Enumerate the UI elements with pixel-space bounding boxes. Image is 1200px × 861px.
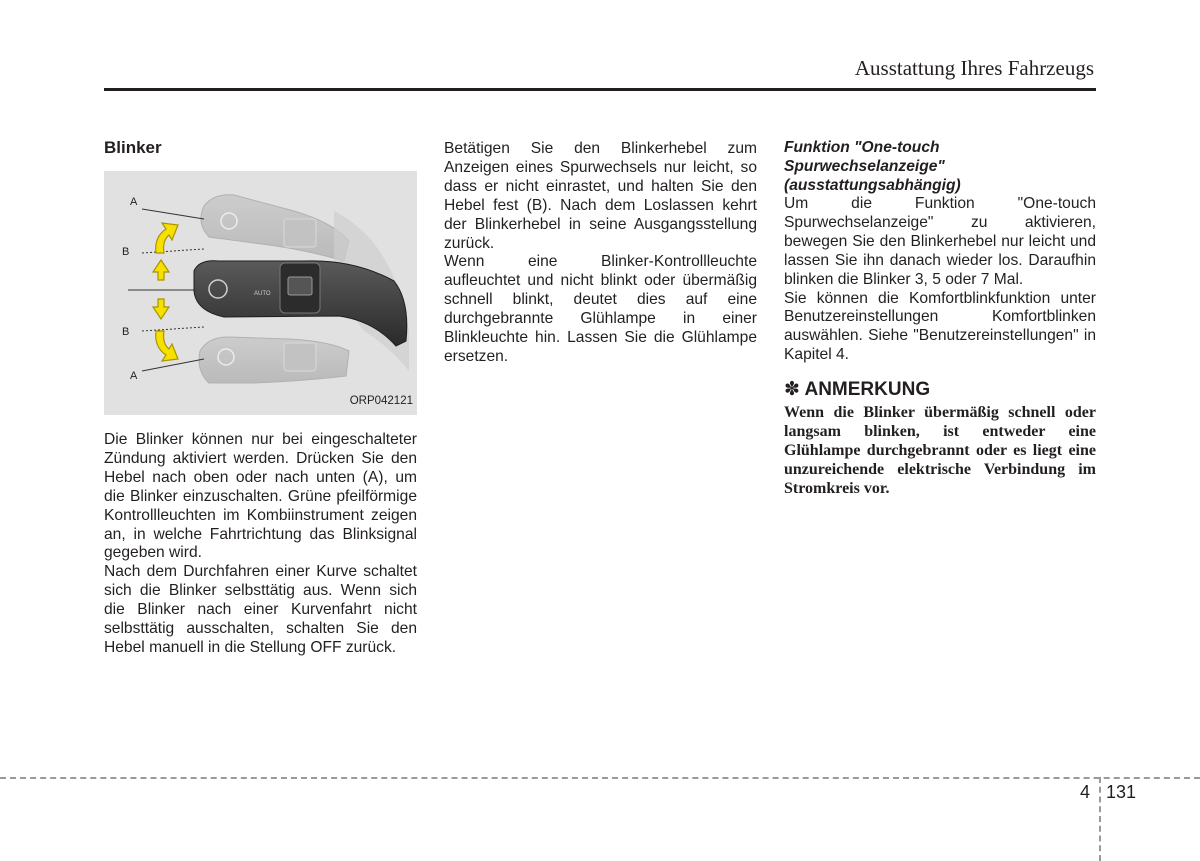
note-heading: ✽ ANMERKUNG <box>784 379 931 401</box>
label-a-top: A <box>130 196 138 208</box>
paragraph: Die Blinker können nur bei eingeschalteter Zündung aktiviert werden. Drücken Sie den Hebel nach oben oder nach unten (A), um die Blinker einzuschalten. Grüne pfeilförmige Kontrollleuchten im Kombiinstrument zeigen an, in welche Fahrtrichtung das Blinksignal gegeben wird. <box>104 431 417 562</box>
footer-dashed-rule <box>0 777 1200 779</box>
section-heading: Blinker <box>104 138 162 157</box>
lever-down-ghost <box>199 337 349 383</box>
label-b-top: B <box>122 246 130 258</box>
paragraph: Um die Funktion "One-touch Spurwechselanzeige" zu aktivieren, bewegen Sie den Blinkerhebel nur leicht und lassen Sie ihn danach wieder los. Daraufhin blinken die Blinker 3, 5 oder 7 Mal. <box>784 195 1096 288</box>
paragraph: Nach dem Durchfahren einer Kurve schaltet sich die Blinker selbsttätig aus. Wenn sich die Blinker nach einer Kurvenfahrt nicht selbsttätig ausschalten, schalten Sie den Hebel manuell in die Stellung OFF zurück. <box>104 563 417 656</box>
page-number: 131 <box>1106 782 1137 802</box>
note-body: Wenn die Blinker übermäßig schnell oder langsam blinken, ist entweder eine Glühlampe durchgebrannt oder es liegt eine unzureichende elektrische Verbindung im Stromkreis vor. <box>784 404 1096 498</box>
lever-up-ghost <box>201 195 349 261</box>
chapter-number: 4 <box>1080 782 1091 802</box>
arrow-down-curved <box>156 331 178 361</box>
subsection-title: Funktion "One-touch Spurwechselanzeige" (ausstattungsabhängig) <box>784 139 961 194</box>
column-middle <box>444 140 757 367</box>
page-header-title: Ausstattung Ihres Fahrzeugs <box>854 56 1094 80</box>
paragraph: Sie können die Komfortblinkfunktion unter Benutzereinstellungen Komfortblinken auswählen. Siehe "Benutzereinstellungen" in Kapitel 4. <box>784 289 1096 364</box>
arrow-up-curved <box>156 223 178 253</box>
footer-dashed-divider <box>1099 777 1101 861</box>
arrow-down-straight <box>153 299 169 319</box>
svg-text:AUTO: AUTO <box>254 291 271 297</box>
lever-illustration <box>104 171 417 415</box>
column-right <box>784 138 1096 498</box>
label-b-bottom: B <box>122 326 130 338</box>
label-a-bottom: A <box>130 370 138 382</box>
paragraph: Betätigen Sie den Blinkerhebel zum Anzeigen eines Spurwechsels nur leicht, so dass er nicht einrastet, und halten Sie den Hebel fest (B). Nach dem Loslassen kehrt der Blinkerhebel in seine Ausgangsstellung zurück. <box>444 140 757 252</box>
turn-signal-lever-figure <box>104 171 417 415</box>
paragraph: Wenn eine Blinker-Kontrollleuchte aufleuchtet und nicht blinkt oder übermäßig schnell blinkt, deutet dies auf eine durchgebrannte Glühlampe in einer Blinkleuchte hin. Lassen Sie die Glühlampe ersetzen. <box>444 253 757 365</box>
header-rule <box>104 88 1096 91</box>
arrow-up-straight <box>153 260 169 280</box>
figure-code: ORP042121 <box>349 395 413 408</box>
column-left <box>104 138 417 658</box>
